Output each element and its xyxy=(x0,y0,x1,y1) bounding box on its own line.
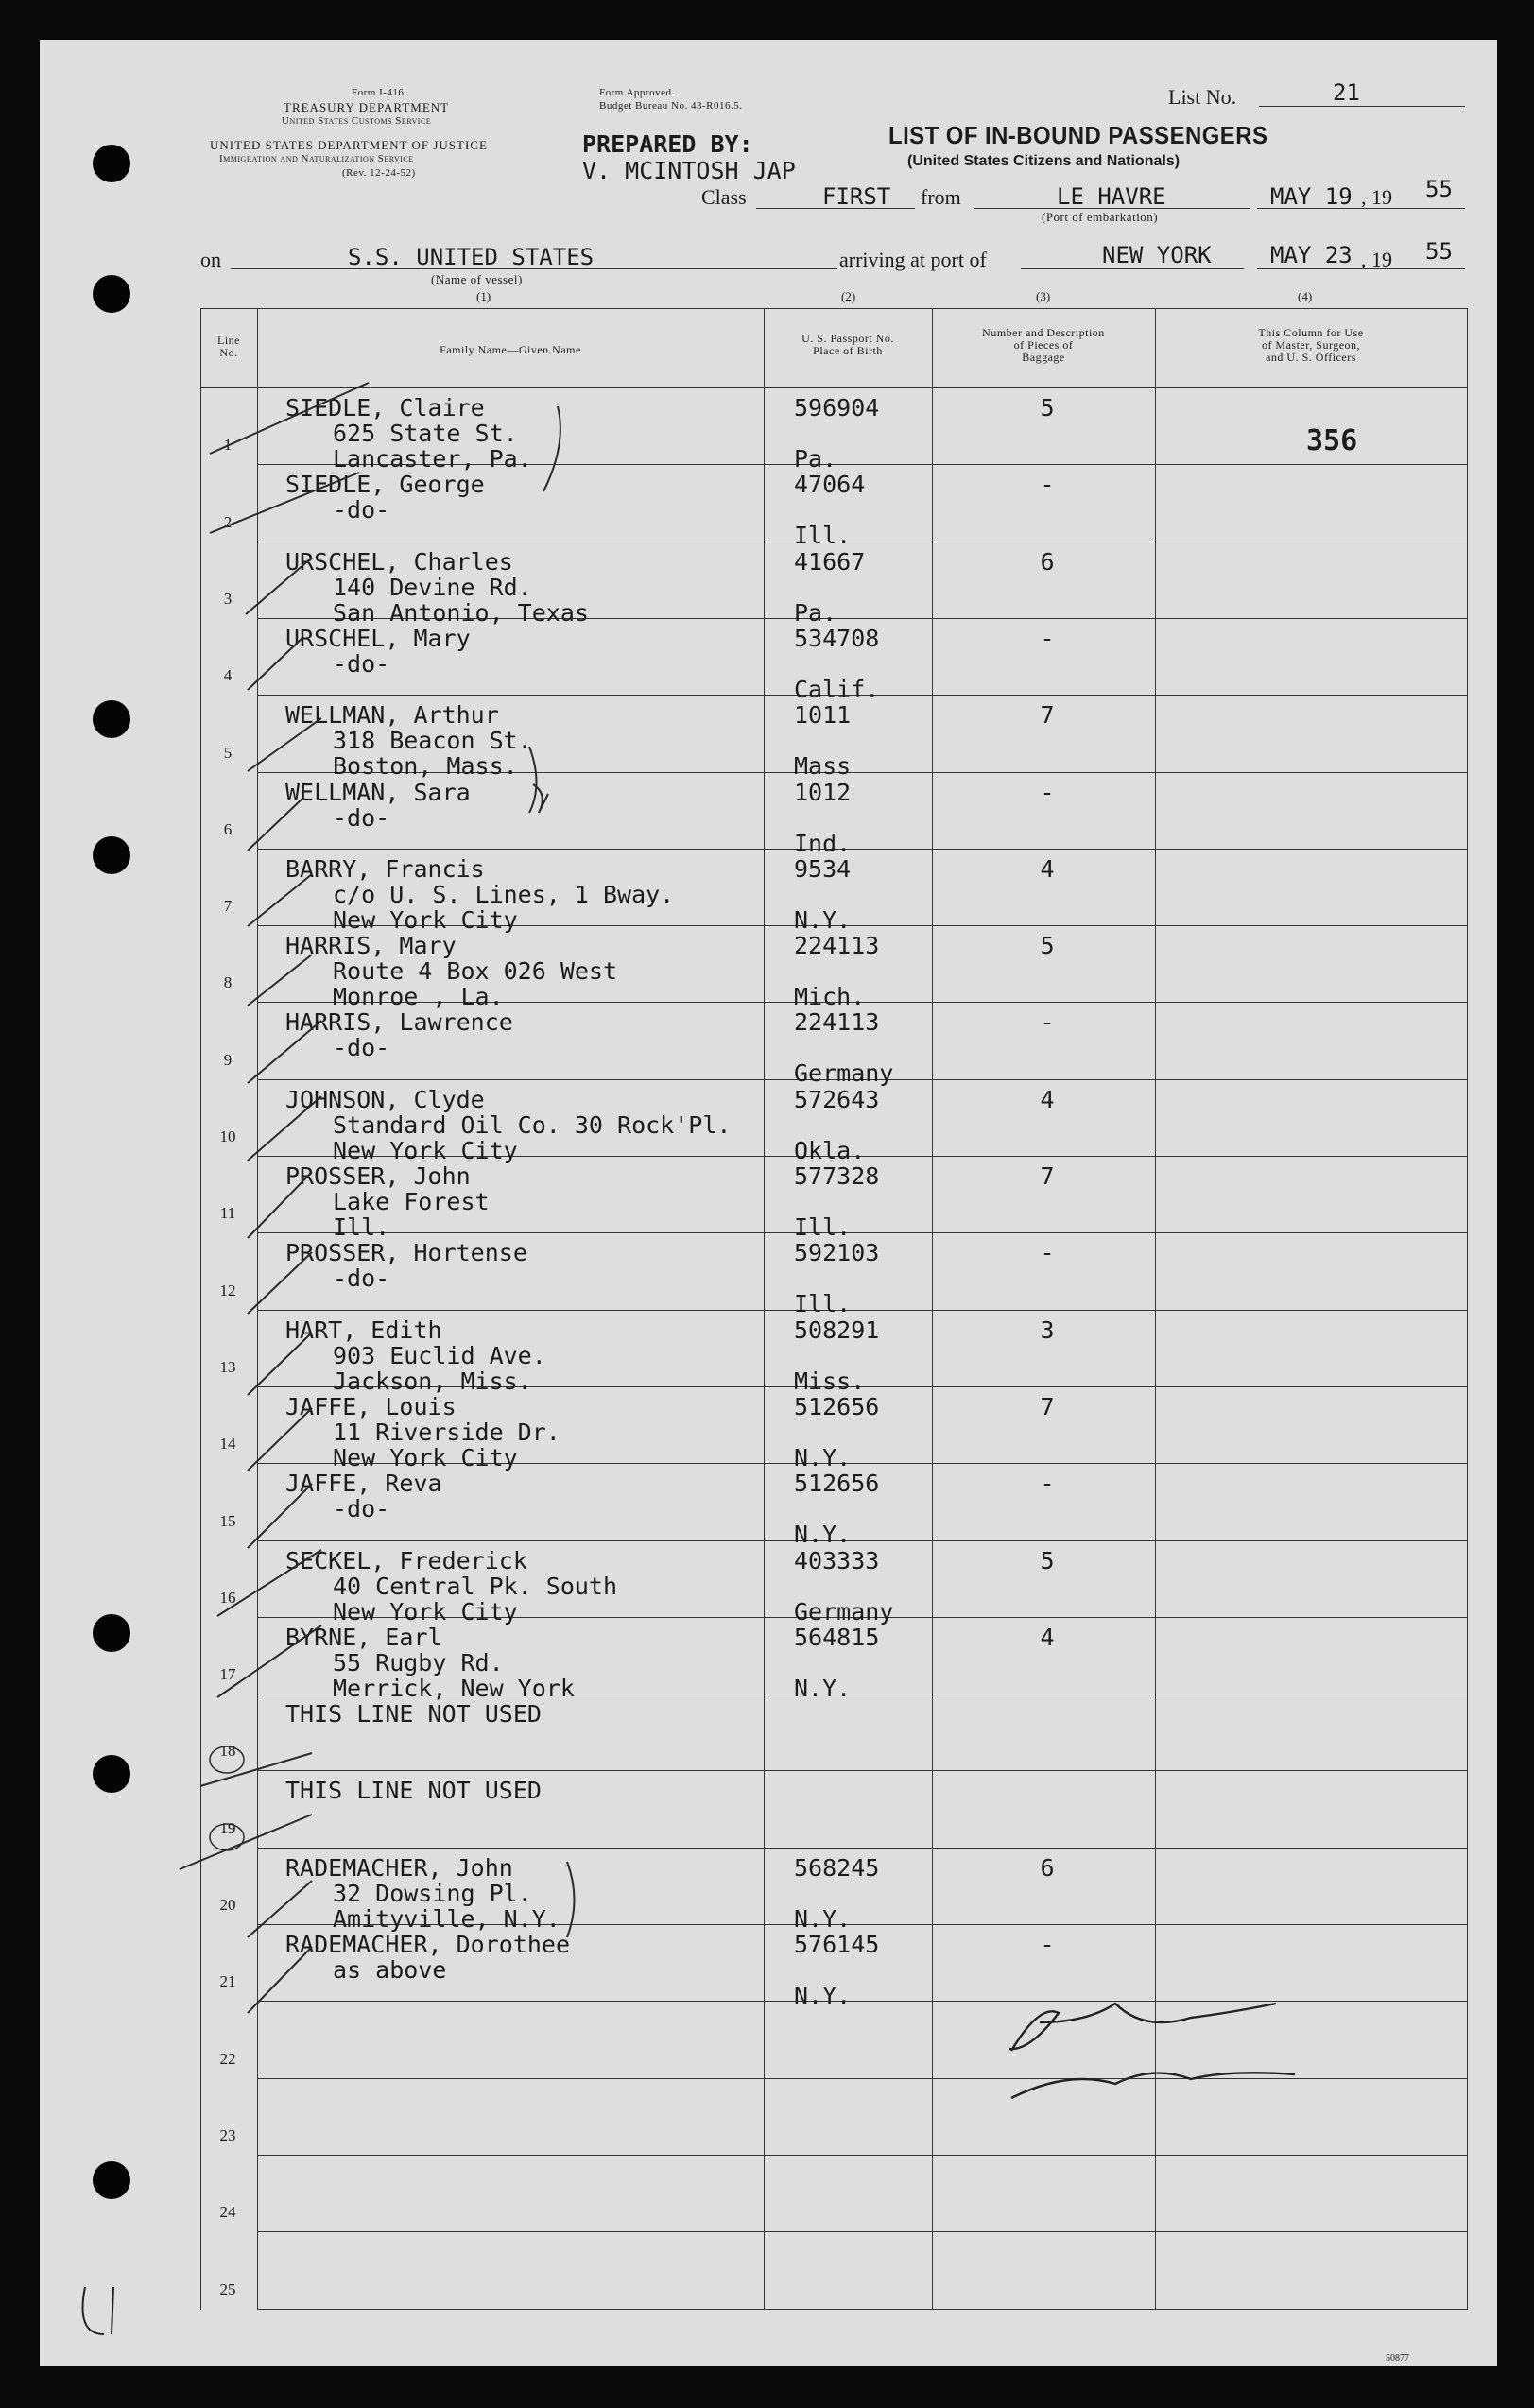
passport-number: 576145 xyxy=(794,1931,880,1958)
column-number-4: (4) xyxy=(1298,289,1313,303)
line-number: 14 xyxy=(219,1435,236,1453)
passenger-address-line: 40 Central Pk. South xyxy=(333,1572,618,1600)
passenger-address-line: -do- xyxy=(333,803,390,832)
passport-number: 568245 xyxy=(794,1853,880,1882)
passport-number: 512656 xyxy=(794,1392,880,1420)
passenger-address-line: New York City xyxy=(333,1136,518,1164)
place-of-birth: Okla. xyxy=(794,1136,866,1164)
passenger-address-line: 903 Euclid Ave. xyxy=(333,1341,546,1369)
line-number: 9 xyxy=(223,1050,233,1069)
line-number: 3 xyxy=(223,589,233,608)
passenger-address-line: Monroe , La. xyxy=(333,983,504,1011)
passport-number: 596904 xyxy=(794,394,880,421)
line-number: 24 xyxy=(219,2203,236,2222)
passenger-name: SECKEL, Frederick xyxy=(285,1546,527,1574)
line-number: 5 xyxy=(223,743,233,762)
passenger-address-line: New York City xyxy=(333,905,518,934)
column-number-1: (1) xyxy=(476,289,491,303)
header-line-text: Line xyxy=(217,334,240,347)
arrival-date: MAY 23 xyxy=(1270,242,1353,268)
port-caption: (Port of embarkation) xyxy=(1042,210,1159,224)
passenger-name: HARRIS, Lawrence xyxy=(285,1008,513,1037)
passport-number: 577328 xyxy=(794,1162,880,1190)
baggage-count: 3 xyxy=(1040,1316,1055,1344)
passport-number: 224113 xyxy=(794,932,880,960)
baggage-count: - xyxy=(1040,1931,1055,1958)
baggage-count: 6 xyxy=(1040,547,1055,576)
passenger-address-line: 55 Rugby Rd. xyxy=(333,1648,504,1677)
officer-note: 356 xyxy=(1306,424,1358,458)
line-number: 12 xyxy=(219,1281,236,1299)
line-number: 22 xyxy=(219,2049,236,2068)
passenger-address-line: San Antonio, Texas xyxy=(333,598,589,627)
passenger-address-line: Jackson, Miss. xyxy=(333,1367,532,1395)
passenger-address-line: New York City xyxy=(333,1597,518,1625)
treasury-department: TREASURY DEPARTMENT xyxy=(284,100,450,114)
passenger-name: JAFFE, Louis xyxy=(285,1392,457,1420)
line-number: 25 xyxy=(219,2279,236,2298)
header-officers-text: and U. S. Officers xyxy=(1266,351,1356,364)
passport-number: 1011 xyxy=(794,701,852,730)
baggage-count: - xyxy=(1040,1239,1055,1267)
prepared-by-label: PREPARED BY: xyxy=(582,130,753,158)
place-of-birth: Ind. xyxy=(794,829,852,857)
header-name: Family Name—Given Name xyxy=(440,343,581,356)
baggage-count: 4 xyxy=(1040,1623,1055,1651)
passport-number: 564815 xyxy=(794,1623,880,1651)
passenger-address-line: Merrick, New York xyxy=(333,1674,575,1702)
header-officers-text: of Master, Surgeon, xyxy=(1261,338,1361,352)
passenger-name: PROSSER, Hortense xyxy=(285,1239,527,1267)
place-of-birth: Miss. xyxy=(794,1367,866,1395)
passenger-name: JOHNSON, Clyde xyxy=(285,1085,485,1113)
line-number: 10 xyxy=(219,1127,236,1145)
passenger-name: THIS LINE NOT USED xyxy=(285,1700,542,1729)
place-of-birth: N.Y. xyxy=(794,905,852,934)
on-label: on xyxy=(200,248,221,271)
passenger-name: BYRNE, Earl xyxy=(285,1623,442,1651)
baggage-count: - xyxy=(1040,778,1055,806)
passport-number: 572643 xyxy=(794,1085,880,1113)
passport-number: 47064 xyxy=(794,471,866,499)
header-baggage-text: of Pieces of xyxy=(1013,338,1074,352)
passenger-name: URSCHEL, Mary xyxy=(285,624,471,652)
passenger-address-line: c/o U. S. Lines, 1 Bway. xyxy=(333,880,675,908)
place-of-birth: Ill. xyxy=(794,522,852,550)
passenger-name: URSCHEL, Charles xyxy=(285,547,513,576)
line-number: 23 xyxy=(219,2125,236,2144)
place-of-birth: Germany xyxy=(794,1597,894,1625)
line-number: 19 xyxy=(219,1818,236,1837)
baggage-count: - xyxy=(1040,471,1055,499)
immigration-service: Immigration and Naturalization Service xyxy=(219,153,414,164)
arrival-year-prefix: , 19 xyxy=(1361,248,1392,271)
passenger-address-line: Amityville, N.Y. xyxy=(333,1904,560,1933)
baggage-count: - xyxy=(1040,1470,1055,1498)
line-number: 13 xyxy=(219,1357,236,1376)
place-of-birth: N.Y. xyxy=(794,1443,852,1471)
passenger-address-line: Lancaster, Pa. xyxy=(333,445,532,473)
header-no-text: No. xyxy=(219,346,238,359)
baggage-count: - xyxy=(1040,624,1055,652)
passenger-address-line: -do- xyxy=(333,1264,390,1293)
budget-bureau: Budget Bureau No. 43-R016.5. xyxy=(599,100,743,112)
place-of-birth: Mich. xyxy=(794,983,866,1011)
baggage-count: 5 xyxy=(1040,932,1055,960)
passenger-address-line: -do- xyxy=(333,1495,390,1523)
passenger-address-line: New York City xyxy=(333,1443,518,1471)
justice-department: UNITED STATES DEPARTMENT OF JUSTICE xyxy=(210,138,488,152)
place-of-birth: Ill. xyxy=(794,1290,852,1318)
vessel-name: S.S. UNITED STATES xyxy=(348,244,595,270)
column-number-2: (2) xyxy=(841,289,856,303)
page-title: LIST OF IN-BOUND PASSENGERS xyxy=(888,121,1268,149)
passenger-address-line: as above xyxy=(333,1956,447,1984)
baggage-count: 5 xyxy=(1040,1546,1055,1574)
line-number: 11 xyxy=(219,1204,236,1223)
line-number: 18 xyxy=(219,1742,236,1761)
line-number: 8 xyxy=(223,973,233,992)
passenger-address-line: 11 Riverside Dr. xyxy=(333,1418,560,1446)
passport-number: 592103 xyxy=(794,1239,880,1267)
passenger-name: WELLMAN, Sara xyxy=(285,778,471,806)
place-of-birth: N.Y. xyxy=(794,1674,852,1702)
from-label: from xyxy=(921,185,961,209)
baggage-count: 4 xyxy=(1040,854,1055,883)
passenger-address-line: 32 Dowsing Pl. xyxy=(333,1879,532,1907)
baggage-count: 7 xyxy=(1040,1162,1055,1190)
list-number-label: List No. xyxy=(1168,85,1237,109)
passenger-name: SIEDLE, George xyxy=(285,471,485,499)
form-revision: (Rev. 12-24-52) xyxy=(342,167,416,179)
passenger-address-line: Route 4 Box 026 West xyxy=(333,957,618,986)
departure-year-prefix: , 19 xyxy=(1361,185,1392,209)
line-number: 15 xyxy=(219,1511,236,1530)
passport-number: 512656 xyxy=(794,1470,880,1498)
header-officers-text: This Column for Use xyxy=(1258,326,1364,339)
place-of-birth: Calif. xyxy=(794,675,880,703)
place-of-birth: N.Y. xyxy=(794,1904,852,1933)
arrival-year: 55 xyxy=(1425,238,1453,265)
place-of-birth: Germany xyxy=(794,1059,894,1088)
passenger-address-line: -do- xyxy=(333,496,390,525)
passenger-address-line: -do- xyxy=(333,1034,390,1062)
line-number: 20 xyxy=(219,1896,236,1914)
passenger-address-line: 140 Devine Rd. xyxy=(333,573,532,601)
line-number: 7 xyxy=(223,897,233,916)
passenger-address-line: Boston, Mass. xyxy=(333,752,518,781)
class-label: Class xyxy=(701,185,747,209)
line-number: 4 xyxy=(223,666,233,685)
line-number: 16 xyxy=(219,1588,236,1607)
passenger-address-line: -do- xyxy=(333,649,390,678)
place-of-birth: Mass xyxy=(794,752,852,781)
passenger-name: HART, Edith xyxy=(285,1316,442,1344)
passport-number: 224113 xyxy=(794,1008,880,1037)
header-baggage-text: Number and Description xyxy=(982,326,1105,339)
baggage-count: 6 xyxy=(1040,1853,1055,1882)
passenger-address-line: Standard Oil Co. 30 Rock'Pl. xyxy=(333,1110,732,1139)
passport-number: 403333 xyxy=(794,1546,880,1574)
passenger-name: PROSSER, John xyxy=(285,1162,471,1190)
header-baggage-text: Baggage xyxy=(1022,351,1065,364)
place-of-birth: N.Y. xyxy=(794,1521,852,1549)
arriving-label: arriving at port of xyxy=(839,248,987,271)
line-number: 1 xyxy=(223,436,233,455)
passport-number: 9534 xyxy=(794,854,852,883)
arrival-port: NEW YORK xyxy=(1102,242,1212,268)
signature-mark xyxy=(1009,2004,1295,2098)
passenger-address-line: Lake Forest xyxy=(333,1188,490,1215)
passenger-address-line: 318 Beacon St. xyxy=(333,727,532,755)
port-of-embarkation: LE HAVRE xyxy=(1057,183,1166,210)
place-of-birth: Ill. xyxy=(794,1213,852,1241)
passenger-name: RADEMACHER, John xyxy=(285,1853,513,1882)
page-subtitle: (United States Citizens and Nationals) xyxy=(907,153,1181,169)
form-approved: Form Approved. xyxy=(599,87,675,98)
passenger-name: THIS LINE NOT USED xyxy=(285,1777,542,1805)
passenger-address-line: Ill. xyxy=(333,1213,390,1241)
departure-date: MAY 19 xyxy=(1270,183,1353,210)
passport-number: 534708 xyxy=(794,624,880,652)
passenger-name: SIEDLE, Claire xyxy=(285,394,485,421)
passenger-name: WELLMAN, Arthur xyxy=(285,701,499,730)
line-number: 17 xyxy=(219,1665,236,1684)
line-number: 21 xyxy=(219,1972,236,1991)
customs-service: United States Customs Service xyxy=(282,115,432,127)
line-number: 2 xyxy=(223,512,233,531)
header-birth-text: Place of Birth xyxy=(813,344,883,357)
vessel-caption: (Name of vessel) xyxy=(431,272,523,286)
baggage-count: 5 xyxy=(1040,394,1055,421)
prepared-by: V. MCINTOSH JAP xyxy=(582,157,796,184)
list-number: 21 xyxy=(1333,79,1360,106)
place-of-birth: N.Y. xyxy=(794,1982,852,2009)
baggage-count: 7 xyxy=(1040,1392,1055,1420)
form-code: 50877 xyxy=(1386,2353,1409,2364)
place-of-birth: Pa. xyxy=(794,445,837,473)
column-number-3: (3) xyxy=(1036,289,1051,303)
passenger-name: JAFFE, Reva xyxy=(285,1470,442,1498)
passport-number: 41667 xyxy=(794,547,866,576)
class-value: FIRST xyxy=(822,183,891,210)
departure-year: 55 xyxy=(1425,176,1453,202)
passenger-name: BARRY, Francis xyxy=(285,854,485,883)
baggage-count: - xyxy=(1040,1008,1055,1037)
passenger-name: HARRIS, Mary xyxy=(285,932,457,960)
passport-number: 508291 xyxy=(794,1316,880,1344)
baggage-count: 7 xyxy=(1040,701,1055,730)
header-passport-text: U. S. Passport No. xyxy=(801,332,894,345)
line-number: 6 xyxy=(223,819,233,838)
form-number: Form I-416 xyxy=(352,87,405,98)
place-of-birth: Pa. xyxy=(794,598,837,627)
baggage-count: 4 xyxy=(1040,1085,1055,1113)
passenger-name: RADEMACHER, Dorothee xyxy=(285,1931,571,1958)
passport-number: 1012 xyxy=(794,778,852,806)
passenger-address-line: 625 State St. xyxy=(333,420,518,447)
